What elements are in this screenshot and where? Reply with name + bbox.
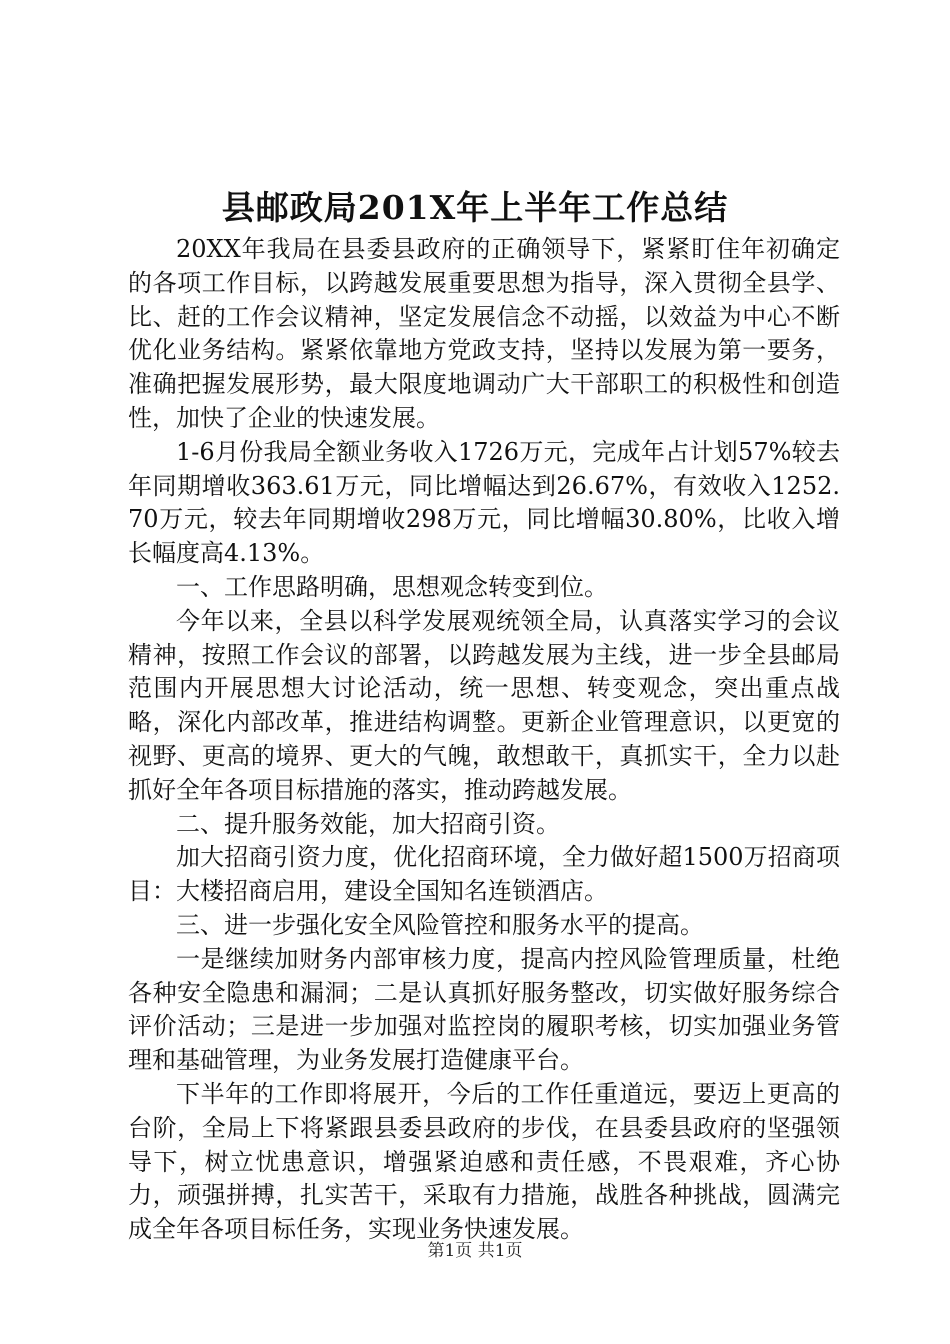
page-footer: 第1页 共1页 xyxy=(427,1241,523,1261)
document-body xyxy=(128,233,840,1247)
section-heading-1: 一、工作思路明确，思想观念转变到位。 xyxy=(176,572,608,601)
paragraph-section-1: 今年以来，全县以科学发展观统领全局，认真落实学习的会议精神，按照工作会议的部署，以跨越发展为主线，进一步全县邮局范围内开展思想大讨论活动，统一思想、转变观念，突出重点战略，深化内部改革，推进结构调整。更新企业管理意识，以更宽的视野、更高的境界、更大的气魄，敢想敢干，真抓实干，全力以赴抓好全年各项目标措施的落实，推动跨越发展。 xyxy=(128,606,840,804)
paragraph-section-2: 加大招商引资力度，优化招商环境，全力做好超1500万招商项目：大楼招商启用，建设全国知名连锁酒店。 xyxy=(128,843,840,906)
paragraph-section-3: 一是继续加财务内部审核力度，提高内控风险管理质量，杜绝各种安全隐患和漏洞；二是认真抓好服务整改，切实做好服务综合评价活动；三是进一步加强对监控岗的履职考核，切实加强业务管理和基础管理，为业务发展打造健康平台。 xyxy=(128,944,840,1075)
section-heading-3: 三、进一步强化安全风险管控和服务水平的提高。 xyxy=(176,910,704,939)
paragraph-revenue: 1-6月份我局全额业务收入1726万元，完成年占计划57%较去年同期增收363.61万元，同比增幅达到26.67%，有效收入1252.70万元，较去年同期增收298万元，同比增幅30.80%，比收入增长幅度高4.13%。 xyxy=(128,437,840,568)
document-title: 县邮政局201X年上半年工作总结 xyxy=(221,188,729,227)
paragraph-intro: 20XX年我局在县委县政府的正确领导下，紧紧盯住年初确定的各项工作目标，以跨越发展重要思想为指导，深入贯彻全县学、比、赶的工作会议精神，坚定发展信念不动摇，以效益为中心不断优化业务结构。紧紧依靠地方党政支持，坚持以发展为第一要务，准确把握发展形势，最大限度地调动广大干部职工的积极性和创造性，加快了企业的快速发展。 xyxy=(128,235,840,432)
section-heading-2: 二、提升服务效能，加大招商引资。 xyxy=(176,809,560,838)
paragraph-conclusion: 下半年的工作即将展开，今后的工作任重道远，要迈上更高的台阶，全局上下将紧跟县委县政府的步伐，在县委县政府的坚强领导下，树立忧患意识，增强紧迫感和责任感，不畏艰难，齐心协力，顽强拼搏，扎实苦干，采取有力措施，战胜各种挑战，圆满完成全年各项目标任务，实现业务快速发展。 xyxy=(128,1079,840,1244)
